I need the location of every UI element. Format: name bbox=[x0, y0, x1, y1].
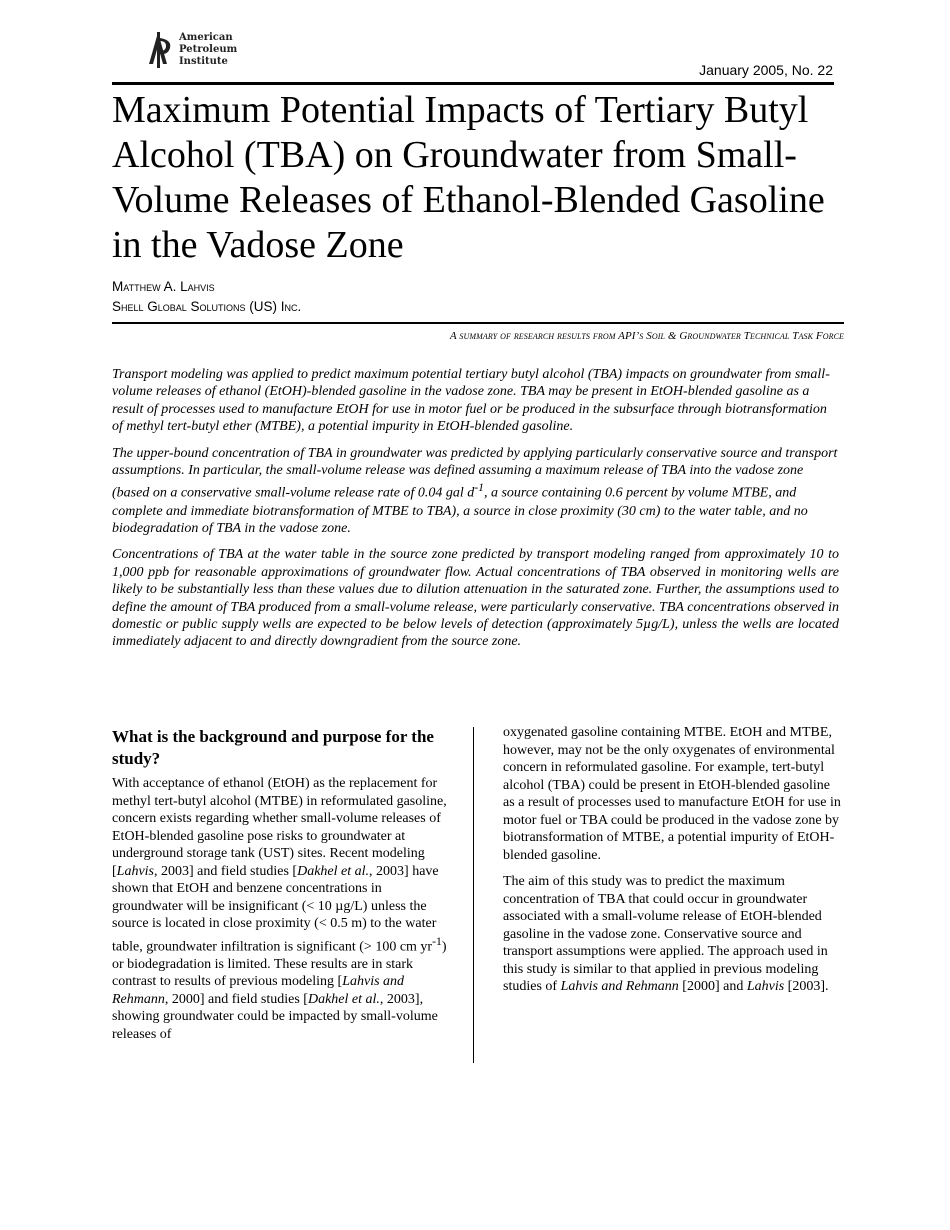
citation: Lahvis and Rehmann bbox=[112, 974, 405, 1007]
abstract-text: , a source containing 0.6 percent by volume MTBE, and complete and immediate biotransformation of MTBE to TBA), a source in close proximity (30 cm) to the water table, and no biodegradation of TBA in the vadose zone. bbox=[112, 486, 808, 536]
body-text: The aim of this study was to predict the maximum concentration of TBA that could occur in groundwater associated with a small-volume release of EtOH-blended gasoline in the vadose zone. Conservative source and transport assumptions were applied. The approach used in this study is similar to that applied in previous modeling studies of bbox=[503, 874, 828, 994]
abstract bbox=[112, 366, 839, 660]
page-title: Maximum Potential Impacts of Tertiary Butyl Alcohol (TBA) on Groundwater from Small-Volume Releases of Ethanol-Blended Gasoline in the Vadose Zone bbox=[112, 89, 825, 266]
body-text: ) or biodegradation is limited. These results are in stark contrast to results of previous modeling [ bbox=[112, 939, 447, 990]
body-paragraph: oxygenated gasoline containing MTBE. EtOH and MTBE, however, may not be the only oxygenates of environmental concern in reformulated gasoline. For example, tert-butyl alcohol (TBA) could be present in EtOH-blended gasoline as a result of processes used to manufacture EtOH for use in motor fuel or TBA could be produced in the vadose zone by biotransformation of MTBE, a potential impurity of EtOH-blended gasoline. bbox=[503, 725, 841, 863]
left-column bbox=[112, 726, 448, 1052]
author-affiliation: Shell Global Solutions (US) Inc. bbox=[112, 299, 302, 314]
body-text: [2000] and bbox=[678, 979, 747, 994]
issue-date: January 2005, No. 22 bbox=[699, 62, 833, 78]
column-divider bbox=[473, 727, 474, 1063]
citation: Lahvis and Rehmann bbox=[560, 979, 679, 994]
abstract-paragraph: Concentrations of TBA at the water table in the source zone predicted by transport modeling ranged from approximately 10 to 1,000 ppb for reasonable approximations of groundwater flow. Actual concentrations of TBA observed in monitoring wells are likely to be substantially less than these values due to dilution attenuation in the saturated zone. Further, the assumptions used to define the amount of TBA produced from a small-volume release, were particularly conservative. TBA concentrations observed in domestic or public supply wells are expected to be below levels of detection (approximately 5µg/L), unless the wells are located immediately adjacent to and directly downgradient from the source zone. bbox=[112, 547, 839, 650]
header-rule bbox=[112, 82, 834, 85]
right-column bbox=[503, 724, 843, 1005]
body-text: With acceptance of ethanol (EtOH) as the replacement for methyl tert-butyl alcohol (MTBE) in reformulated gasoline, concern exists regarding whether small-volume releases of EtOH-blended gasoline pose risks to groundwater at underground storage tank (UST) sites. Recent modeling [ bbox=[112, 776, 447, 879]
logo-line: Institute bbox=[179, 56, 228, 67]
body-text: , 2000] and field studies [ bbox=[164, 991, 308, 1007]
body-text: , 2003] and field studies [ bbox=[154, 863, 298, 879]
superscript: -1 bbox=[474, 481, 484, 495]
citation: Dakhel et al. bbox=[307, 991, 380, 1007]
author-block bbox=[112, 277, 301, 317]
abstract-paragraph: Transport modeling was applied to predict maximum potential tertiary butyl alcohol (TBA) impacts on groundwater from small-volume releases of ethanol (EtOH)-blended gasoline in the vadose zone. TBA may be present in EtOH-blended gasoline as a result of processes used to manufacture EtOH for use in motor fuel or be produced in the subsurface through biotransformation of methyl tert-butyl ether (MTBE), a potential impurity in EtOH-blended gasoline. bbox=[112, 367, 830, 435]
logo-text bbox=[179, 32, 237, 68]
logo-line: American bbox=[179, 32, 233, 43]
citation: Dakhel et al. bbox=[297, 863, 370, 879]
superscript: -1 bbox=[432, 934, 442, 948]
author-name: Matthew A. Lahvis bbox=[112, 279, 215, 294]
abstract-paragraph bbox=[112, 445, 839, 538]
body-paragraph bbox=[503, 873, 843, 996]
body-paragraph bbox=[112, 775, 448, 1043]
abstract-text: The upper-bound concentration of TBA in groundwater was predicted by applying particularly conservative source and transport assumptions. In particular, the small-volume release was defined assuming a maximum release of TBA into the vadose zone (based on a conservative small-volume release rate of 0.04 gal d bbox=[112, 445, 838, 502]
series-subhead: A summary of research results from API’s Soil & Groundwater Technical Task Force bbox=[449, 330, 844, 342]
body-text: [2003]. bbox=[784, 979, 829, 994]
api-logo bbox=[145, 30, 265, 74]
citation: Lahvis bbox=[746, 979, 785, 994]
logo-line: Petroleum bbox=[179, 44, 238, 55]
section-heading: What is the background and purpose for the study? bbox=[112, 727, 434, 768]
body-text: , 2003] have shown that EtOH and benzene concentrations in groundwater will be insignificant (< 10 µg/L) unless the source is located in close proximity (< 0.5 m) to the water table, groundwater infiltration is significant (> 100 cm yr bbox=[112, 863, 439, 955]
citation: Lahvis bbox=[116, 863, 155, 879]
api-logo-icon bbox=[145, 30, 173, 70]
body-text: , 2003], showing groundwater could be impacted by small-volume releases of bbox=[112, 991, 438, 1042]
section-rule bbox=[112, 322, 844, 324]
